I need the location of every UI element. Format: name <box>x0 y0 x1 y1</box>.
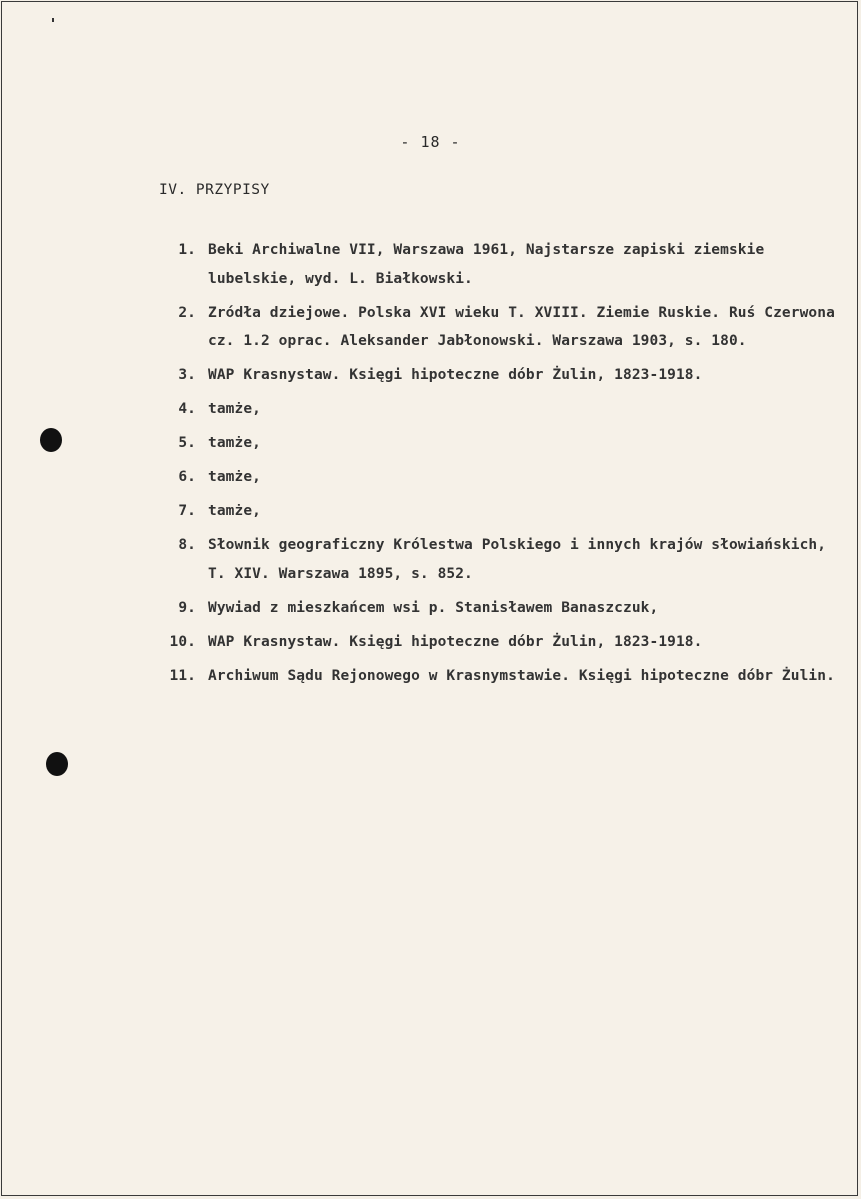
footnote-number: 9. <box>178 599 196 616</box>
footnote-text: WAP Krasnystaw. Księgi hipoteczne dóbr Żulin, 1823-1918. <box>208 633 703 650</box>
footnote-number: 2. <box>178 304 196 321</box>
footnote-text: Wywiad z mieszkańcem wsi p. Stanisławem Banaszczuk, <box>208 599 659 616</box>
footnote-text: tamże, <box>208 401 261 417</box>
footnote-2 <box>162 299 842 356</box>
punch-hole-upper <box>40 428 62 452</box>
footnote-11 <box>162 662 842 691</box>
footnote-text: Zródła dziejowe. Polska XVI wieku T. XVIII. Ziemie Ruskie. Ruś Czerwona cz. 1.2 oprac. Aleksander Jabłonowski. Warszawa 1903, s. 180. <box>208 304 835 349</box>
footnote-number: 8. <box>178 537 196 553</box>
footnote-3 <box>162 361 842 390</box>
footnote-number: 10. <box>169 633 196 650</box>
punch-hole-lower <box>46 752 68 776</box>
footnote-text: tamże, <box>208 469 261 485</box>
footnote-number: 1. <box>178 242 196 258</box>
footnote-number: 4. <box>178 401 196 417</box>
footnote-text: Beki Archiwalne VII, Warszawa 1961, Najstarsze zapiski ziemskie lubelskie, wyd. L. Białkowski. <box>208 242 765 287</box>
page-number: - 18 - <box>400 133 461 151</box>
footnote-6 <box>162 463 842 492</box>
footnote-10 <box>162 628 842 657</box>
footnote-4 <box>162 395 842 424</box>
section-title: IV. PRZYPISY <box>159 182 270 198</box>
footnote-text: Słownik geograficzny Królestwa Polskiego i innych krajów słowiańskich, T. XIV. Warszawa 1895, s. 852. <box>208 537 827 582</box>
footnote-9 <box>162 594 842 623</box>
footnote-text: WAP Krasnystaw. Księgi hipoteczne dóbr Żulin, 1823-1918. <box>208 367 703 383</box>
footnote-7 <box>162 497 842 526</box>
footnote-text: tamże, <box>208 503 261 519</box>
footnotes-list <box>162 236 842 696</box>
footnote-number: 3. <box>178 367 196 383</box>
footnote-number: 6. <box>178 469 196 485</box>
paper-speck <box>52 18 54 22</box>
footnote-5 <box>162 429 842 458</box>
footnote-text: Archiwum Sądu Rejonowego w Krasnymstawie. Księgi hipoteczne dóbr Żulin. <box>208 667 835 684</box>
footnote-number: 11. <box>169 667 196 684</box>
document-page <box>1 1 858 1196</box>
footnote-1 <box>162 236 842 293</box>
footnote-number: 5. <box>178 435 196 451</box>
footnote-8 <box>162 531 842 588</box>
footnote-number: 7. <box>178 503 196 519</box>
footnote-text: tamże, <box>208 435 261 451</box>
